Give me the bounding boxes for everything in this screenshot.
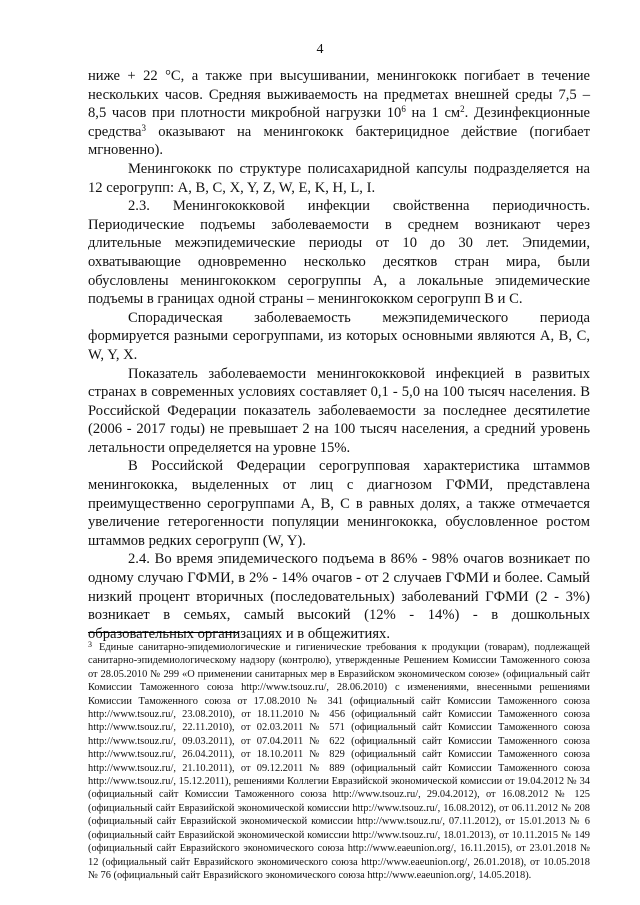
page-number: 4 (316, 42, 324, 57)
paragraph-outbreak-foci: 2.4. Во время эпидемического подъема в 86% - 98% очагов возникает по одному случаю ГФМИ, в 2% - 14% очагов - от 2 случаев ГФМИ и более. Самый низкий процент вторичных (последовательных) заболеваний ГФМИ (2 - 3%) возникает в семьях, самый высокий (12% - 14%) - в дошкольных образовательных организациях и в общежитиях. (88, 551, 590, 642)
footnote (88, 641, 590, 882)
exponent-6: 6 (401, 104, 406, 115)
footnote-divider (88, 632, 238, 633)
exponent-2: 2 (460, 104, 465, 115)
paragraph-sporadic: Спорадическая заболеваемость межэпидемического периода формируется разными серогруппами, из которых основными являются A, B, C, W, Y, X. (88, 309, 590, 363)
paragraph-survival: ниже + 22 °С, а также при высушивании, менингококк погибает в течение нескольких часов. Средняя выживаемость на предметах внешней среды 7,5 – 8,5 часов при плотности микробной нагрузки $10^6$ на 1 $см^2$. Дезинфекционные средства$^3$ оказывают на менингококк бактерицидное действие (погибает мгновенно). (88, 68, 590, 159)
footnote-text: Единые санитарно-эпидемиологические и гигиенические требования к продукции (товарам), подлежащей санитарно-эпидемиологическому надзору (контролю), утвержденные Решением Комиссии Таможенного союза от 28.05.2010 № 299 «О применении санитарных мер в Евразийском экономическом союзе» (официальный сайт Комиссии Таможенного союза http://www.tsouz.ru/, 28.06.2010) с изменениями, внесенными решениями Комиссии Таможенного союза от 17.08.2010 № 341 (официальный сайт Комиссии Таможенного союза http://www.tsouz.ru/, 23.08.2010), от 18.11.2010 № 456 (официальный сайт Комиссии Таможенного союза http://www.tsouz.ru/, 22.11.2010), от 02.03.2011 № 571 (официальный сайт Комиссии Таможенного союза http://www.tsouz.ru/, 09.03.2011), от 07.04.2011 № 622 (официальный сайт Комиссии Таможенного союза http://www.tsouz.ru/, 26.04.2011), от 18.10.2011 № 829 (официальный сайт Комиссии Таможенного союза http://www.tsouz.ru/, 21.10.2011), от 09.12.2011 № 889 (официальный сайт Комиссии Таможенного союза http://www.tsouz.ru/, 15.12.2011), решениями Коллегии Евразийской экономической комиссии от 19.04.2012 № 34 (официальный сайт Комиссии Таможенного союза http://www.tsouz.ru/, 29.04.2012), от 16.08.2012 № 125 (официальный сайт Евразийской экономической комиссии http://www.tsouz.ru/, 16.08.2012), от 06.11.2012 № 208 (официальный сайт Евразийской экономической комиссии http://www.tsouz.ru/, 07.11.2012), от 15.01.2013 № 6 (официальный сайт Евразийской экономической комиссии http://www.tsouz.ru/, 18.01.2013), от 10.11.2015 № 149 (официальный сайт Евразийского экономического союза http://www.eaeunion.org/, 16.11.2015), от 23.01.2018 № 12 (официальный сайт Евразийского экономического союза http://www.eaeunion.org/, 26.01.2018), от 10.05.2018 № 76 (официальный сайт Евразийского экономического союза http://www.eaeunion.org/, 14.05.2018). (88, 642, 590, 881)
footnote-reference[interactable]: 3 (141, 122, 147, 133)
paragraph-incidence: Показатель заболеваемости менингококковой инфекцией в развитых странах в современных условиях составляет 0,1 - 5,0 на 100 тысяч населения. В Российской Федерации показатель заболеваемости за последнее десятилетие (2006 - 2017 годы) не превышает 2 на 100 тысяч населения, а средний уровень летальности определяется на уровне 15%. (88, 365, 590, 456)
paragraph-serogroups: Менингококк по структуре полисахаридной капсулы подразделяется на 12 серогрупп: A, B, C, X, Y, Z, W, E, K, H, L, I. (88, 160, 590, 196)
paragraph-periodicity: 2.3. Менингококковой инфекции свойственна периодичность. Периодические подъемы заболеваемости в среднем возникают через длительные межэпидемические периоды от 10 до 30 лет. Эпидемии, охватывающие одновременно несколько десятков стран мира, были обусловлены менингококком серогруппы А, а локальные эпидемические подъемы в границах одной страны – менингококком серогрупп В и С. (88, 198, 590, 308)
paragraph-russian-federation: В Российской Федерации серогрупповая характеристика штаммов менингококка, выделенных от лиц с диагнозом ГФМИ, представлена преимущественно серогруппами A, B, C в равных долях, а также отмечается увеличение гетерогенности популяции менингококка, обусловленное ростом штаммов редких серогрупп (W, Y). (88, 458, 590, 549)
footnote-marker: 3 (88, 640, 92, 649)
main-text (88, 67, 590, 643)
